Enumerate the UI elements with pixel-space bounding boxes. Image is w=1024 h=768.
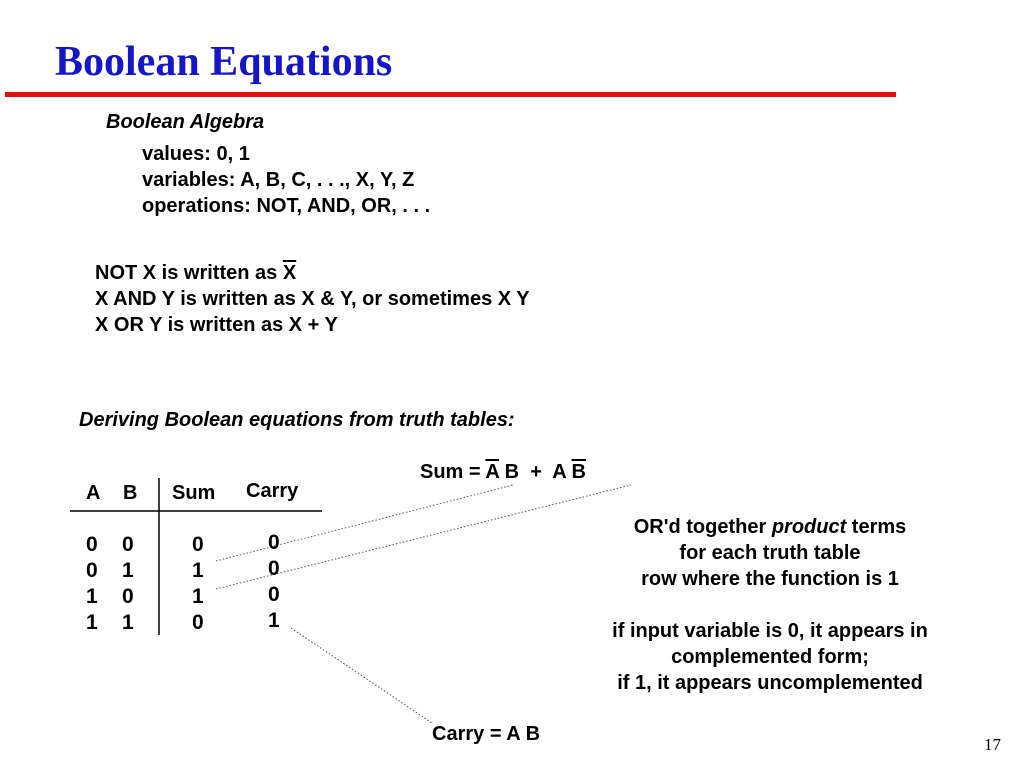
column-b: [122, 532, 134, 636]
sum-eq-prefix: Sum =: [420, 461, 486, 483]
explanation-line-4: if input variable is 0, it appears in: [612, 620, 928, 642]
cell-a-2: 1: [86, 585, 98, 608]
cell-a-3: 1: [86, 611, 98, 634]
sum-eq-term1-b: B: [499, 461, 520, 483]
algebra-values: values: 0, 1: [142, 143, 250, 165]
sum-eq-term1-a-complement: $\overline{A}$: [485, 461, 500, 483]
connector-row4-to-carry: [291, 628, 432, 723]
header-sum: Sum: [172, 482, 216, 504]
column-a: [86, 532, 98, 636]
explanation-line-5: complemented form;: [671, 646, 869, 668]
cell-carry-2: 0: [268, 583, 280, 606]
column-carry: [268, 530, 280, 634]
explanation-line-2: for each truth table: [679, 542, 861, 564]
cell-carry-3: 1: [268, 609, 280, 632]
algebra-heading: Boolean Algebra: [106, 111, 265, 133]
algebra-operations: operations: NOT, AND, OR, . . .: [142, 195, 431, 217]
cell-sum-3: 0: [192, 611, 204, 634]
header-b: B: [123, 482, 138, 504]
not-notation-text: NOT X is written as: [95, 262, 283, 284]
cell-a-0: 0: [86, 533, 98, 556]
explanation-line-1-pre: OR'd together: [633, 516, 772, 538]
cell-carry-0: 0: [268, 531, 280, 554]
header-a: A: [86, 482, 101, 504]
explanation-line-1-emphasis: product: [771, 516, 847, 538]
sum-eq-term2-b-complement: $\overline{B}$: [571, 461, 586, 483]
sum-eq-plus: +: [519, 461, 553, 483]
cell-carry-1: 0: [268, 557, 280, 580]
algebra-variables: variables: A, B, C, . . ., X, Y, Z: [142, 169, 415, 191]
header-carry: Carry: [246, 480, 299, 502]
slide-title: Boolean Equations: [55, 39, 393, 85]
explanation-line-3: row where the function is 1: [641, 568, 899, 590]
cell-b-3: 1: [122, 611, 134, 634]
cell-b-0: 0: [122, 533, 134, 556]
cell-b-1: 1: [122, 559, 134, 582]
page-number: 17: [984, 735, 1001, 754]
cell-sum-0: 0: [192, 533, 204, 556]
connector-row2-to-sum-term1: [216, 485, 513, 561]
explanation-line-6: if 1, it appears uncomplemented: [617, 672, 923, 694]
cell-a-1: 0: [86, 559, 98, 582]
cell-b-2: 0: [122, 585, 134, 608]
sum-eq-term2-a: A: [552, 461, 572, 483]
explanation-line-1-post: terms: [846, 516, 907, 538]
or-notation: X OR Y is written as X + Y: [95, 314, 338, 336]
column-sum: [192, 532, 204, 636]
carry-equation: Carry = A B: [432, 723, 541, 745]
cell-sum-2: 1: [192, 585, 204, 608]
cell-sum-1: 1: [192, 559, 204, 582]
explanation-line-1: [540, 514, 1000, 540]
not-x-complement: $\overline{X}$: [282, 262, 297, 284]
sum-equation: [420, 459, 586, 485]
deriving-heading: Deriving Boolean equations from truth tables:: [79, 409, 515, 431]
and-notation: X AND Y is written as X & Y, or sometimes X Y: [95, 288, 530, 310]
